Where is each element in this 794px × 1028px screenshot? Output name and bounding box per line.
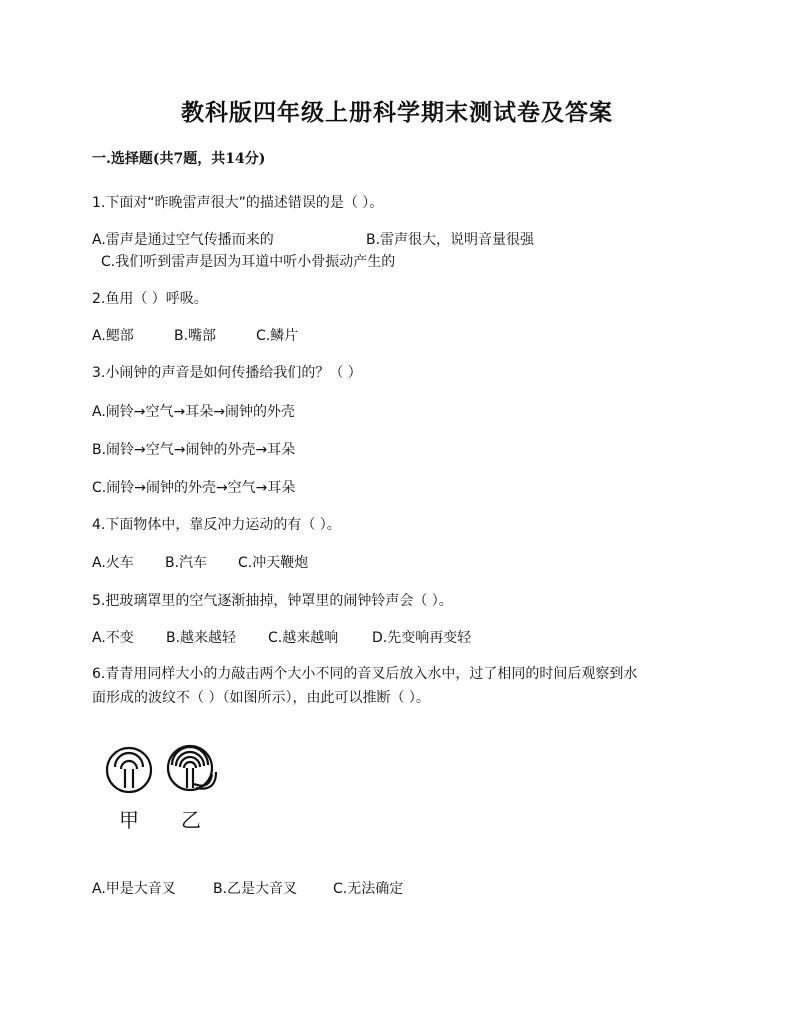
q4-option-b: B.汽车 <box>165 555 208 571</box>
q3-option-a: A.闹铃→空气→耳朵→闹钟的外壳 <box>92 404 295 420</box>
section-heading: 一.选择题(共7题，共14分) <box>92 151 266 167</box>
q3-option-c: C.闹铃→闹钟的外壳→空气→耳朵 <box>92 480 296 496</box>
q2-option-a: A.鳃部 <box>92 328 134 344</box>
figure-label-yi: 乙 <box>181 808 201 832</box>
q6-option-a: A.甲是大音叉 <box>92 881 176 897</box>
question-2-stem: 2.鱼用（ ）呼吸。 <box>92 291 208 307</box>
question-5-stem: 5.把玻璃罩里的空气逐渐抽掉，钟罩里的闹钟铃声会（ ）。 <box>92 593 453 609</box>
q5-option-d: D.先变响再变轻 <box>372 630 472 646</box>
question-1-options-row <box>92 229 534 249</box>
question-5-options-row <box>92 627 471 647</box>
question-3-stem: 3.小闹钟的声音是如何传播给我们的？（ ） <box>92 365 362 381</box>
figure-label-jia: 甲 <box>119 808 139 832</box>
question-6-stem-line-1: 6.青青用同样大小的力敲击两个大小不同的音叉后放入水中，过了相同的时间后观察到水 <box>92 666 638 682</box>
fork-yi-ripples <box>168 746 216 790</box>
page-title: 教科版四年级上册科学期末测试卷及答案 <box>181 99 613 126</box>
q3-option-b: B.闹铃→空气→闹钟的外壳→耳朵 <box>92 442 296 458</box>
q1-option-b: B.雷声很大，说明音量很强 <box>366 232 535 248</box>
q2-option-b: B.嘴部 <box>174 328 217 344</box>
question-4-stem: 4.下面物体中，靠反冲力运动的有（ ）。 <box>92 517 341 533</box>
question-6-stem-line-2: 面形成的波纹不（ ）（如图所示），由此可以推断（ ）。 <box>92 690 430 706</box>
question-6-options-row <box>92 878 403 898</box>
q1-option-a: A.雷声是通过空气传播而来的 <box>92 232 274 248</box>
q6-option-c: C.无法确定 <box>333 881 404 897</box>
q5-option-b: B.越来越轻 <box>166 630 237 646</box>
fork-jia-ripples <box>107 748 151 792</box>
q6-option-b: B.乙是大音叉 <box>213 881 298 897</box>
q5-option-c: C.越来越响 <box>268 630 339 646</box>
question-1-stem: 1.下面对“昨晚雷声很大”的描述错误的是（ ）。 <box>92 195 384 211</box>
q4-option-c: C.冲天鞭炮 <box>238 555 309 571</box>
q4-option-a: A.火车 <box>92 555 134 571</box>
q1-option-c: C.我们听到雷声是因为耳道中听小骨振动产生的 <box>101 254 396 270</box>
question-4-options-row <box>92 552 308 572</box>
q5-option-a: A.不变 <box>92 630 134 646</box>
question-2-options-row <box>92 325 298 345</box>
q2-option-c: C.鳞片 <box>256 328 299 344</box>
